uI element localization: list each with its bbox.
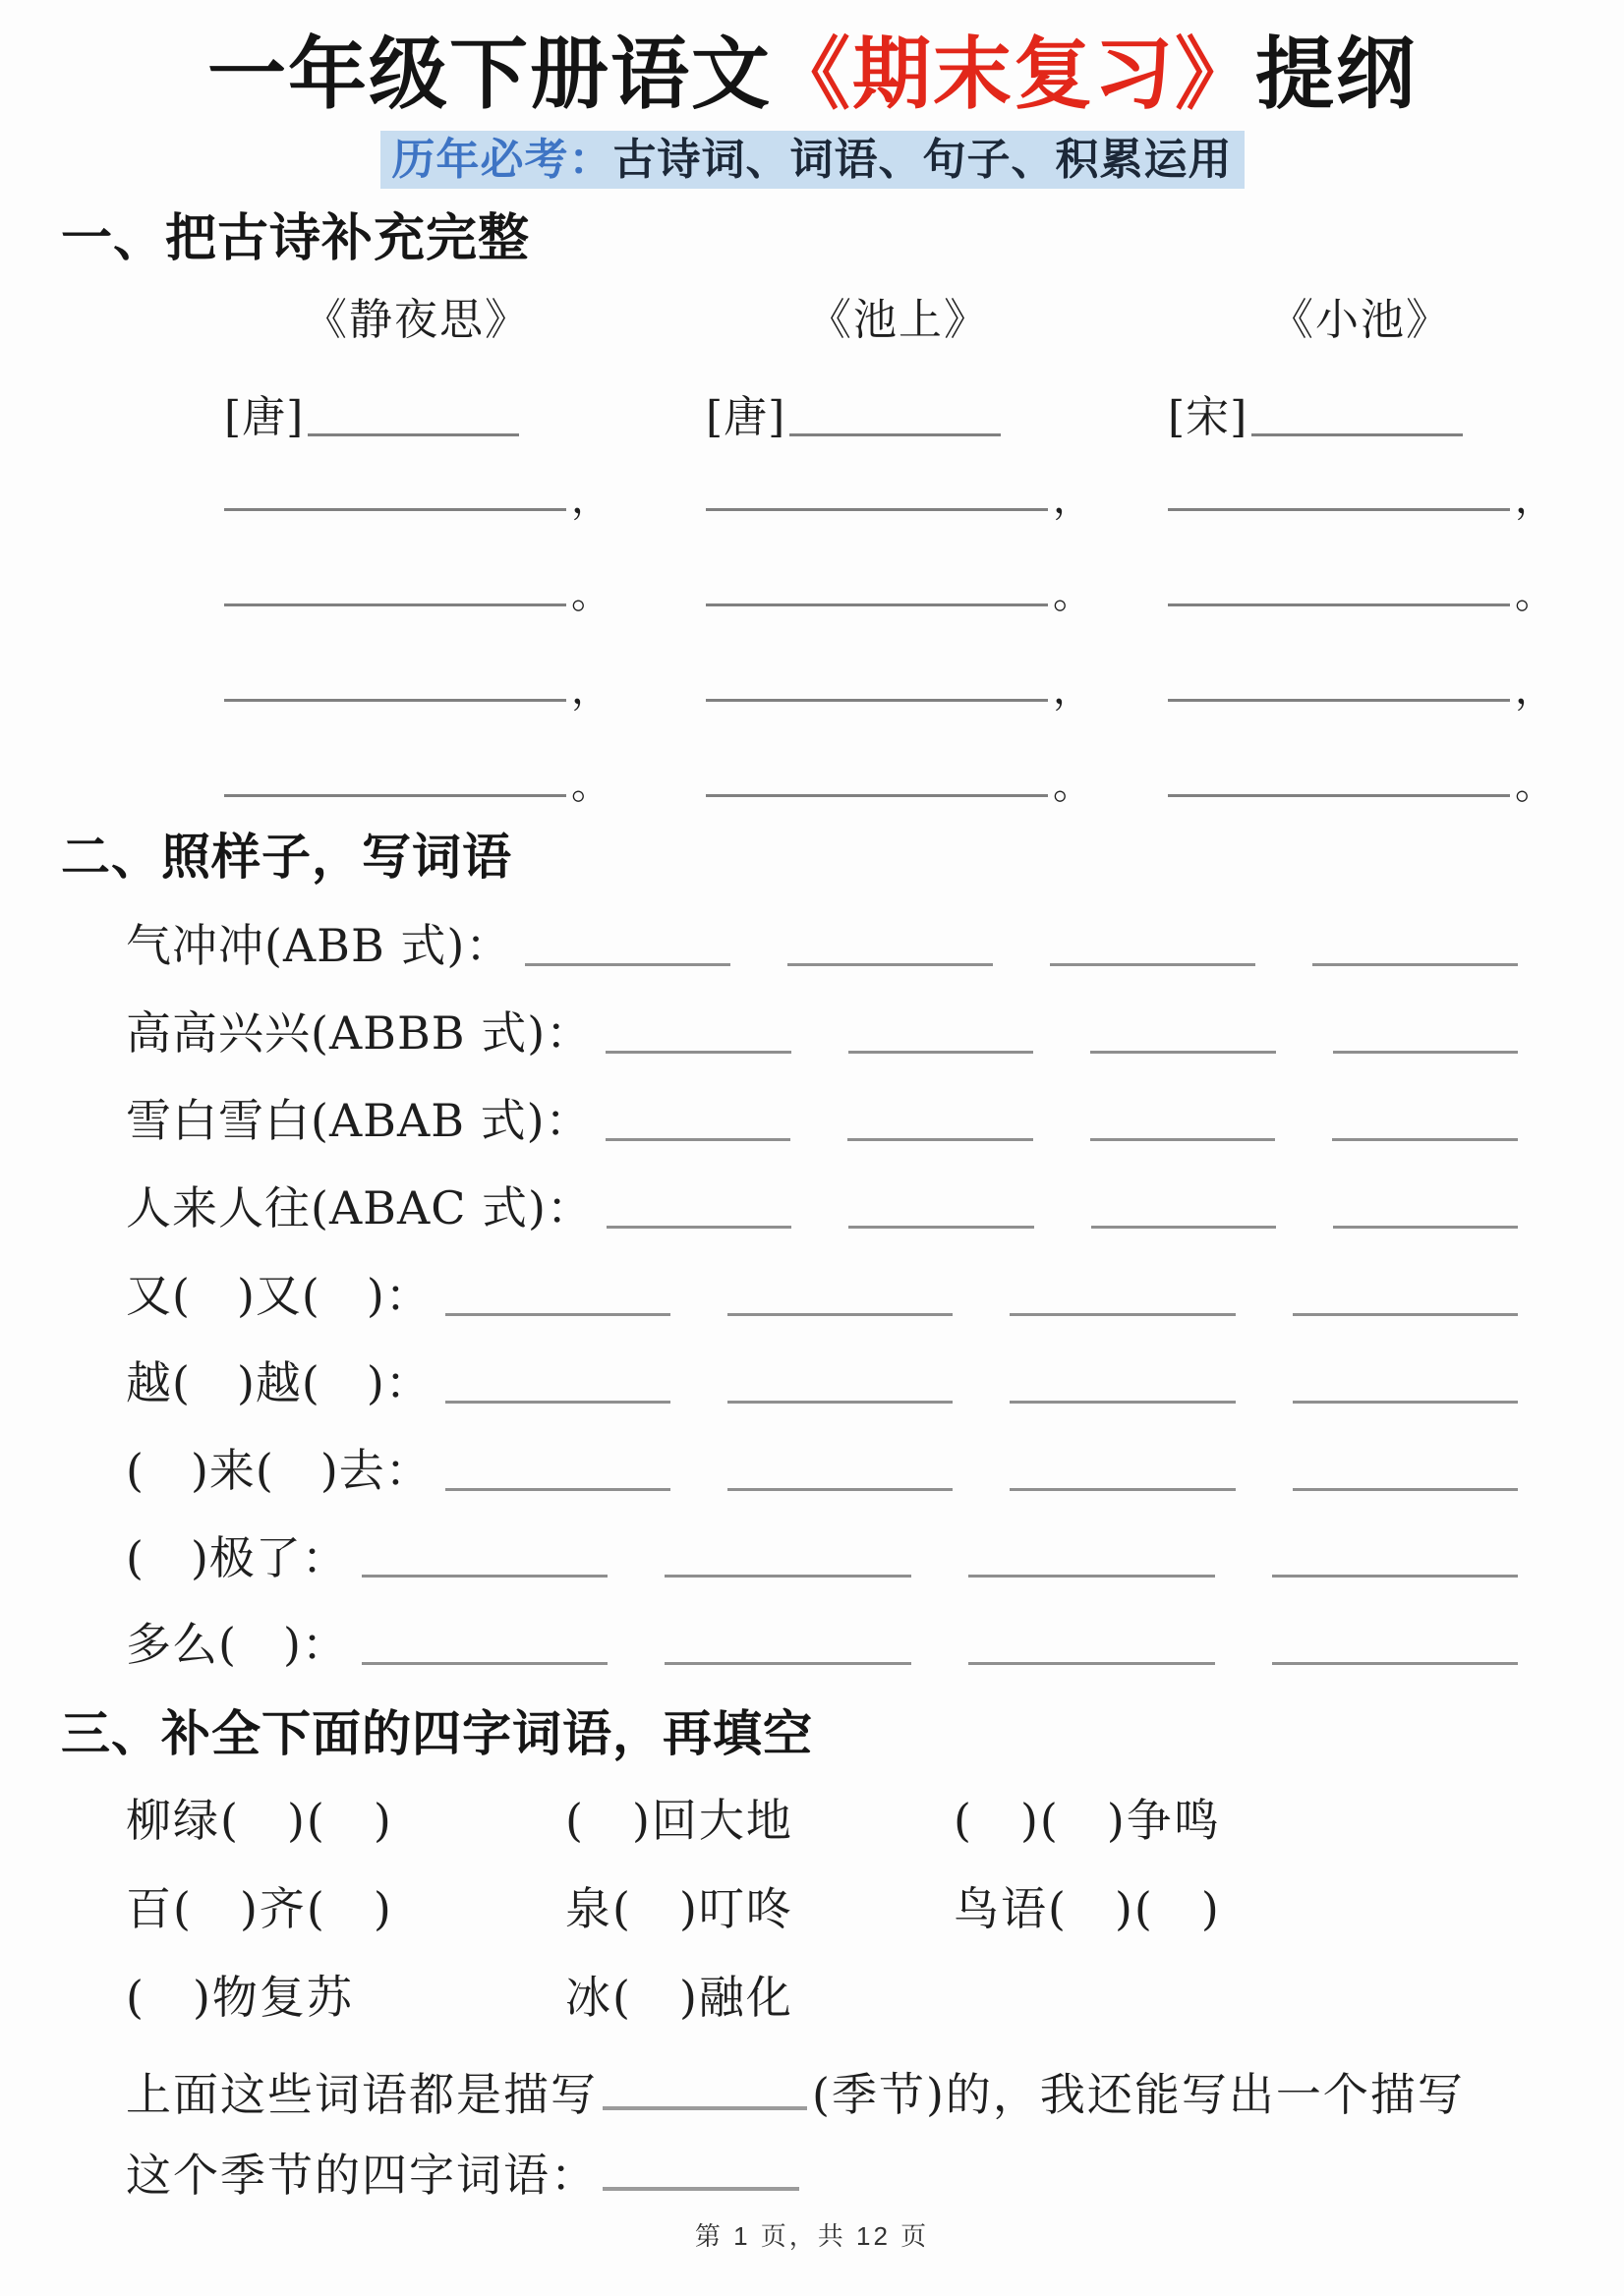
poem-line-punct: ， [1515,477,1554,523]
answer-blank [1332,1138,1518,1141]
poem-line-punct: 。 [571,572,610,618]
poem-chishang [706,273,1092,809]
page-title [0,0,1624,117]
poem-line-punct: ， [1515,667,1554,714]
answer-line [1251,433,1463,436]
answer-blank [727,1313,953,1316]
answer-blank-group [445,1313,1518,1325]
answer-blank [1050,963,1255,966]
answer-blank-group [362,1575,1518,1586]
answer-blank [606,1138,791,1141]
word-pattern-row [126,1616,1518,1674]
idiom-cell: 柳绿( )( ) [126,1794,393,1848]
word-pattern-row [126,1354,1518,1412]
poem-line-punct: ， [571,477,610,523]
answer-blank [727,1488,953,1491]
word-pattern-row [126,1004,1518,1062]
answer-blank [603,2071,807,2110]
answer-blank-group [525,963,1518,975]
poem-author-row [1168,387,1463,444]
poem-line-punct: 。 [1515,763,1554,809]
poem-line [224,760,610,809]
subtitle-content: 古诗词、词语、句子、积累运用 [612,135,1233,184]
word-pattern-row [126,1267,1518,1325]
word-pattern-label: ( )来( )去： [126,1443,432,1497]
idiom-cell: 百( )齐( ) [126,1882,393,1936]
answer-blank [1010,1401,1235,1404]
subtitle-row [0,131,1624,189]
answer-blank [1010,1488,1235,1491]
poem-author-row [224,387,519,444]
poem-line-punct: ， [571,667,610,714]
answer-blank-group [607,1226,1518,1237]
section1-heading: 一、把古诗补充完整 [61,209,531,267]
poem-xiaochi [1168,273,1554,809]
section3-heading: 三、补全下面的四字词语，再填空 [61,1706,813,1762]
answer-blank [848,1226,1033,1229]
answer-line [224,508,566,511]
poem-line [706,474,1092,523]
poem-line [1168,760,1554,809]
answer-blank [848,1051,1033,1054]
answer-line [706,603,1048,606]
title-highlight: 《期末复习》 [772,30,1255,118]
answer-blank [1090,1051,1275,1054]
word-pattern-row [126,917,1518,975]
answer-blank [787,963,993,966]
title-part2: 提纲 [1255,30,1417,118]
answer-line [706,508,1048,511]
answer-blank [1293,1401,1518,1404]
poem-line [224,569,610,618]
sentence-part1: 上面这些词语都是描写 [126,2067,598,2121]
poem-grid [224,273,1624,809]
fill-in-sentence-line2 [126,2147,1531,2205]
answer-line [1168,794,1510,797]
answer-blank [1333,1051,1518,1054]
word-pattern-row [126,1092,1518,1150]
answer-line [224,603,566,606]
poem-dynasty: [宋] [1168,392,1248,443]
answer-line [789,433,1001,436]
answer-line [706,699,1048,702]
idiom-cell: ( )物复苏 [126,1971,354,2024]
word-pattern-label: ( )极了： [126,1530,348,1584]
idiom-cell: ( )回大地 [565,1794,793,1848]
answer-line [706,794,1048,797]
answer-blank [665,1662,911,1665]
answer-blank [1091,1226,1276,1229]
answer-blank [847,1138,1033,1141]
poem-dynasty: [唐] [706,392,786,443]
idiom-grid [126,1792,1531,2027]
poem-author-row [706,387,1001,444]
poem-line-punct: 。 [1053,763,1092,809]
word-pattern-row [126,1179,1518,1237]
poem-line [224,474,610,523]
answer-blank [606,1051,790,1054]
poem-line-punct: ， [1053,667,1092,714]
answer-blank [362,1662,609,1665]
answer-blank [968,1575,1215,1578]
section2-heading: 二、照样子，写词语 [61,830,512,886]
answer-line [1168,699,1510,702]
poem-title: 《小池》 [1270,294,1451,345]
answer-blank [525,963,730,966]
word-pattern-label: 多么( )： [126,1618,348,1672]
answer-blank [1333,1226,1518,1229]
answer-line [308,433,519,436]
poem-line [1168,474,1554,523]
answer-line [224,699,566,702]
word-pattern-label: 越( )越( )： [126,1355,432,1409]
poem-line [706,664,1092,714]
answer-blank-group [362,1662,1518,1674]
page-footer: 第 1 页，共 12 页 [694,2221,930,2251]
answer-blank-group [606,1051,1518,1062]
poem-jingyesi [224,273,610,809]
sentence-part2: (季节)的，我还能写出一个描写 [812,2067,1465,2121]
subtitle-banner [380,131,1245,189]
poem-line [1168,569,1554,618]
poem-line [224,664,610,714]
idiom-cell: 泉( )叮咚 [565,1882,793,1936]
answer-blank [362,1575,609,1578]
word-pattern-row [126,1442,1518,1500]
idiom-cell: 冰( )融化 [565,1971,793,2024]
idiom-cell: ( )( )争鸣 [954,1794,1221,1848]
answer-line [1168,508,1510,511]
word-pattern-label: 人来人往(ABAC 式)： [126,1181,593,1234]
answer-line [224,794,566,797]
sentence-line2-label: 这个季节的四字词语： [126,2148,598,2202]
idiom-cell: 鸟语( )( ) [954,1882,1221,1936]
poem-line-punct: 。 [1515,572,1554,618]
idiom-cell [954,1969,1531,2027]
poem-line [706,760,1092,809]
answer-blank [445,1313,670,1316]
word-pattern-label: 高高兴兴(ABBB 式)： [126,1006,593,1061]
poem-line [706,569,1092,618]
answer-blank [1293,1313,1518,1316]
fill-in-sentence [126,2066,1531,2124]
poem-line-punct: ， [1053,477,1092,523]
word-pattern-row [126,1529,1518,1587]
answer-blank-group [606,1138,1518,1150]
poem-line-punct: 。 [571,763,610,809]
answer-line [1168,603,1510,606]
answer-blank [1293,1488,1518,1491]
answer-blank [603,2152,799,2191]
answer-blank [445,1401,670,1404]
answer-blank [445,1488,670,1491]
word-pattern-label: 雪白雪白(ABAB 式)： [126,1094,592,1148]
answer-blank-group [445,1401,1518,1412]
answer-blank [1312,963,1518,966]
poem-title: 《池上》 [808,294,989,345]
poem-line [1168,664,1554,714]
answer-blank [1010,1313,1235,1316]
word-pattern-label: 又( )又( )： [126,1268,432,1322]
poem-dynasty: [唐] [224,392,305,443]
answer-blank [1272,1575,1519,1578]
answer-blank [665,1575,911,1578]
subtitle-label: 历年必考： [391,135,613,184]
answer-blank [968,1662,1215,1665]
poem-title: 《静夜思》 [304,294,530,345]
poem-line-punct: 。 [1053,572,1092,618]
answer-blank [727,1401,953,1404]
answer-blank [607,1226,791,1229]
word-pattern-label: 气冲冲(ABB 式)： [126,919,512,973]
answer-blank-group [445,1488,1518,1500]
answer-blank [1090,1138,1276,1141]
answer-blank [1272,1662,1519,1665]
title-part1: 一年级下册语文 [207,30,772,118]
